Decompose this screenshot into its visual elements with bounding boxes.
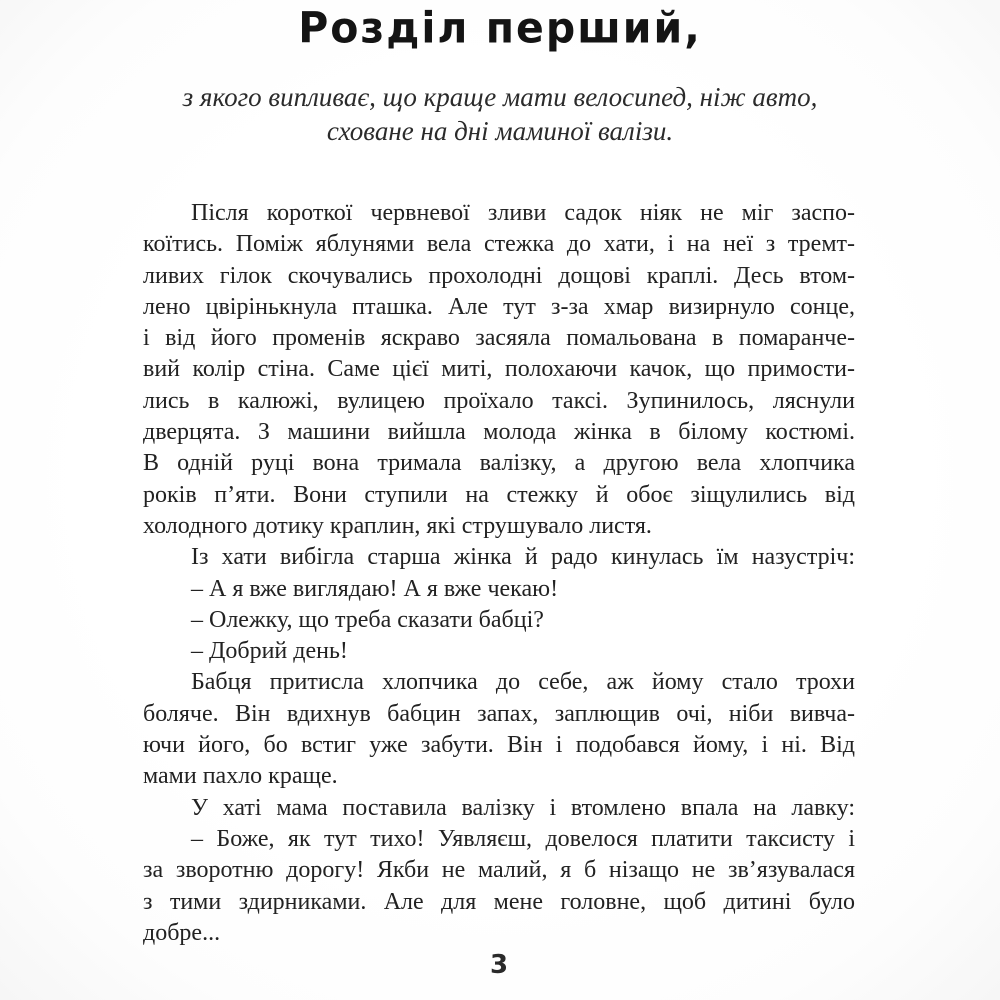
text-line: вий колір стіна. Саме цієї миті, полохаючи качок, що примости- — [143, 356, 855, 383]
chapter-subtitle-line: сховане на дні маминої валізи. — [326, 116, 674, 146]
page-number: 3 — [489, 950, 509, 980]
text-line: – Боже, як тут тихо! Уявляєш, довелося платити таксисту і — [191, 825, 855, 852]
text-line: років п’яти. Вони ступили на стежку й обоє зіщулились від — [143, 481, 855, 508]
text-line: лись в калюжі, вулицею проїхало таксі. Зупинилось, ляснули — [143, 387, 855, 414]
chapter-title: Розділ перший, — [298, 2, 702, 54]
text-line: ючи його, бо встиг уже забути. Він і подобався йому, і ні. Від — [143, 732, 855, 759]
text-line: лено цвірінькнула пташка. Але тут з-за хмар визирнуло сонце, — [143, 293, 855, 320]
body-text — [143, 198, 855, 949]
text-line: мами пахло краще. — [143, 763, 338, 790]
text-line: і від його променів яскраво засяяла помальована в помаранче- — [143, 325, 855, 352]
text-line: В одній руці вона тримала валізку, а другою вела хлопчика — [143, 450, 855, 477]
text-line: добре... — [143, 919, 221, 946]
text-line: з тими здирниками. Але для мене головне, щоб дитині було — [143, 888, 855, 915]
text-line: – Добрий день! — [191, 638, 348, 665]
text-line: Після короткої червневої зливи садок ніяк не міг заспо- — [191, 200, 855, 226]
text-line: дверцята. З машини вийшла молода жінка в білому костюмі. — [143, 419, 855, 446]
chapter-subtitle — [0, 80, 1000, 148]
text-line: У хаті мама поставила валізку і втомлено впала на лавку: — [191, 794, 855, 821]
text-line: – Олежку, що треба сказати бабці? — [191, 606, 544, 633]
chapter-subtitle-line: з якого випливає, що краще мати велосипед, ніж авто, — [182, 82, 818, 112]
text-line: боляче. Він вдихнув бабцин запах, заплющив очі, ніби вивча- — [143, 700, 855, 727]
text-line: за зворотню дорогу! Якби не малий, я б нізащо не зв’язувалася — [143, 857, 855, 884]
text-line: ливих гілок скочувались прохолодні дощові краплі. Десь втом- — [143, 262, 855, 289]
text-line: холодного дотику краплин, які струшувало листя. — [143, 512, 652, 539]
text-line: Із хати вибігла старша жінка й радо кинулась їм назустріч: — [191, 544, 855, 571]
text-line: Бабця притисла хлопчика до себе, аж йому стало трохи — [191, 669, 855, 696]
text-line: – А я вже виглядаю! А я вже чекаю! — [191, 575, 559, 602]
text-line: коїтись. Поміж яблунями вела стежка до хати, і на неї з тремт- — [143, 231, 855, 258]
